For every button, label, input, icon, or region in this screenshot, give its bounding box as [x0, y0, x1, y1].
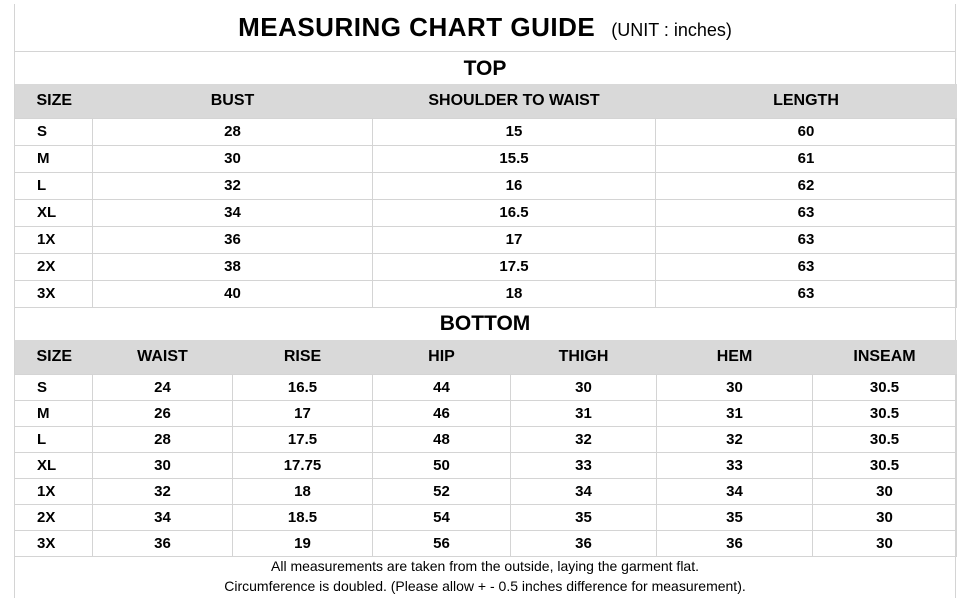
top-col-length: LENGTH [656, 84, 957, 118]
top-table-row [15, 118, 957, 145]
size-cell: 2X [15, 504, 93, 530]
bottom-table-row [15, 504, 957, 530]
measurement-cell: 18.5 [233, 504, 373, 530]
bottom-table-row [15, 374, 957, 400]
measurement-cell: 19 [233, 530, 373, 556]
measurement-cell: 44 [373, 374, 511, 400]
measurement-cell: 17 [233, 400, 373, 426]
top-table-row [15, 145, 957, 172]
measurement-cell: 36 [93, 226, 373, 253]
bottom-table-row [15, 478, 957, 504]
measurement-cell: 36 [657, 530, 813, 556]
measurement-cell: 28 [93, 118, 373, 145]
measurement-cell: 63 [656, 226, 957, 253]
footnote-measurement-method: All measurements are taken from the outside, laying the garment flat. [271, 558, 699, 574]
measurement-cell: 15 [373, 118, 656, 145]
measurement-cell: 34 [657, 478, 813, 504]
top-col-shoulder-to-waist: SHOULDER TO WAIST [373, 84, 656, 118]
top-col-bust: BUST [93, 84, 373, 118]
measurement-cell: 63 [656, 280, 957, 307]
measurement-cell: 32 [93, 172, 373, 199]
bottom-table-row [15, 400, 957, 426]
measurement-cell: 26 [93, 400, 233, 426]
measurement-cell: 16 [373, 172, 656, 199]
measurement-cell: 17 [373, 226, 656, 253]
measurement-cell: 31 [657, 400, 813, 426]
top-header-row [15, 84, 957, 118]
measurement-cell: 34 [511, 478, 657, 504]
size-cell: L [15, 426, 93, 452]
size-cell: 1X [15, 226, 93, 253]
measurement-cell: 54 [373, 504, 511, 530]
size-cell: 3X [15, 530, 93, 556]
bottom-header-row [15, 340, 957, 374]
bottom-section-title: BOTTOM [439, 312, 531, 335]
bottom-col-inseam: INSEAM [813, 340, 957, 374]
measurement-cell: 18 [373, 280, 656, 307]
measurement-cell: 48 [373, 426, 511, 452]
measurement-cell: 61 [656, 145, 957, 172]
measurement-cell: 30.5 [813, 426, 957, 452]
measurement-cell: 30.5 [813, 374, 957, 400]
measurement-cell: 32 [93, 478, 233, 504]
measurement-cell: 32 [657, 426, 813, 452]
measurement-cell: 30.5 [813, 400, 957, 426]
measurement-cell: 34 [93, 504, 233, 530]
top-section-title: TOP [463, 57, 507, 80]
size-cell: XL [15, 199, 93, 226]
bottom-col-size: SIZE [15, 340, 93, 374]
unit-note: (UNIT : inches) [611, 20, 732, 40]
size-cell: S [15, 118, 93, 145]
measurement-cell: 63 [656, 199, 957, 226]
measurement-cell: 32 [511, 426, 657, 452]
measurement-cell: 17.5 [373, 253, 656, 280]
bottom-size-table [14, 340, 957, 557]
measurement-cell: 35 [511, 504, 657, 530]
measurement-cell: 30 [93, 145, 373, 172]
measurement-cell: 46 [373, 400, 511, 426]
bottom-col-rise: RISE [233, 340, 373, 374]
bottom-table-row [15, 452, 957, 478]
measurement-cell: 36 [93, 530, 233, 556]
bottom-table-row [15, 426, 957, 452]
measurement-cell: 34 [93, 199, 373, 226]
top-table-row [15, 280, 957, 307]
measurement-cell: 63 [656, 253, 957, 280]
measurement-cell: 18 [233, 478, 373, 504]
top-col-size: SIZE [15, 84, 93, 118]
bottom-col-hem: HEM [657, 340, 813, 374]
top-table-row [15, 172, 957, 199]
measurement-cell: 30.5 [813, 452, 957, 478]
measurement-cell: 30 [511, 374, 657, 400]
top-table-row [15, 253, 957, 280]
top-size-table [14, 84, 957, 308]
measurement-cell: 56 [373, 530, 511, 556]
measurement-cell: 40 [93, 280, 373, 307]
measurement-cell: 17.5 [233, 426, 373, 452]
page-title: MEASURING CHART GUIDE [238, 12, 596, 42]
footnote-circumference: Circumference is doubled. (Please allow + - 0.5 inches difference for measurement). [224, 578, 746, 594]
measurement-cell: 16.5 [373, 199, 656, 226]
measurement-cell: 35 [657, 504, 813, 530]
measurement-cell: 60 [656, 118, 957, 145]
measurement-cell: 52 [373, 478, 511, 504]
measurement-cell: 31 [511, 400, 657, 426]
measurement-cell: 30 [657, 374, 813, 400]
measurement-cell: 24 [93, 374, 233, 400]
bottom-col-waist: WAIST [93, 340, 233, 374]
measurement-cell: 30 [813, 504, 957, 530]
size-cell: L [15, 172, 93, 199]
measurement-cell: 62 [656, 172, 957, 199]
measurement-cell: 36 [511, 530, 657, 556]
measurement-cell: 33 [657, 452, 813, 478]
size-cell: M [15, 145, 93, 172]
size-cell: XL [15, 452, 93, 478]
top-table-row [15, 226, 957, 253]
title-row [14, 4, 956, 52]
size-cell: 3X [15, 280, 93, 307]
bottom-col-thigh: THIGH [511, 340, 657, 374]
measurement-cell: 50 [373, 452, 511, 478]
size-cell: M [15, 400, 93, 426]
measurement-cell: 15.5 [373, 145, 656, 172]
size-cell: 1X [15, 478, 93, 504]
size-cell: S [15, 374, 93, 400]
size-cell: 2X [15, 253, 93, 280]
measurement-cell: 33 [511, 452, 657, 478]
measurement-cell: 16.5 [233, 374, 373, 400]
top-table-row [15, 199, 957, 226]
measurement-cell: 17.75 [233, 452, 373, 478]
measurement-cell: 30 [813, 478, 957, 504]
measurement-cell: 30 [93, 452, 233, 478]
measurement-cell: 38 [93, 253, 373, 280]
measurement-cell: 30 [813, 530, 957, 556]
bottom-col-hip: HIP [373, 340, 511, 374]
bottom-table-row [15, 530, 957, 556]
measurement-cell: 28 [93, 426, 233, 452]
